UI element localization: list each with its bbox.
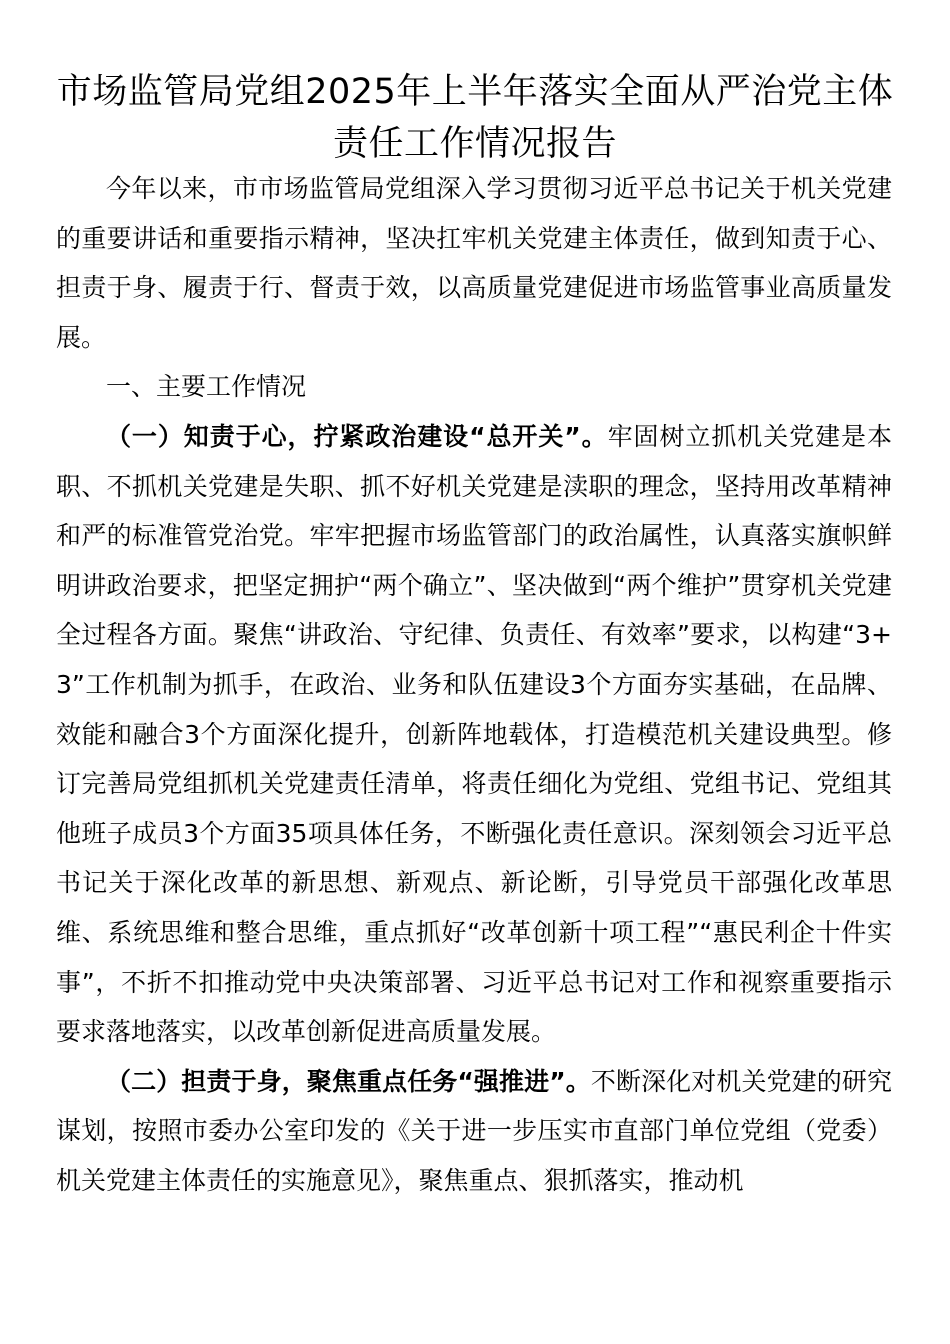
subsection-1-heading: （一）知责于心，拧紧政治建设“总开关”。 — [106, 421, 608, 451]
intro-paragraph: 今年以来，市市场监管局党组深入学习贯彻习近平总书记关于机关党建的重要讲话和重要指示精神，坚决扛牢机关党建主体责任，做到知责于心、担责于身、履责于行、督责于效，以高质量党建促进市场监管事业高质量发展。 — [56, 174, 892, 352]
subsection-2-paragraph — [56, 1057, 892, 1206]
subsection-1-text: 牢固树立抓机关党建是本职、不抓机关党建是失职、抓不好机关党建是渎职的理念，坚持用改革精神和严的标准管党治党。牢牢把握市场监管部门的政治属性，认真落实旗帜鲜明讲政治要求，把坚定拥护“两个确立”、坚决做到“两个维护”贯穿机关党建全过程各方面。聚焦“讲政治、守纪律、负责任、有效率”要求，以构建“3+3”工作机制为抓手，在政治、业务和队伍建设3个方面夯实基础，在品牌、效能和融合3个方面深化提升，创新阵地载体，打造模范机关建设典型。修订完善局党组抓机关党建责任清单，将责任细化为党组、党组书记、党组其他班子成员3个方面35项具体任务，不断强化责任意识。深刻领会习近平总书记关于深化改革的新思想、新观点、新论断，引导党员干部强化改革思维、系统思维和整合思维，重点抓好“改革创新十项工程”“惠民利企十件实事”，不折不扣推动党中央决策部署、习近平总书记对工作和视察重要指示要求落地落实，以改革创新促进高质量发展。 — [56, 421, 892, 1047]
subsection-1-paragraph — [56, 412, 892, 1057]
document-title: 市场监管局党组2025年上半年落实全面从严治党主体责任工作情况报告 — [56, 72, 894, 164]
subsection-2-text: 不断深化对机关党建的研究谋划，按照市委办公室印发的《关于进一步压实市直部门单位党组（党委）机关党建主体责任的实施意见》，聚焦重点、狠抓落实，推动机 — [56, 1066, 892, 1195]
document-body — [56, 164, 892, 1205]
section-heading-main-work: 一、主要工作情况 — [106, 372, 307, 402]
subsection-2-heading: （二）担责于身，聚焦重点任务“强推进”。 — [106, 1066, 591, 1096]
